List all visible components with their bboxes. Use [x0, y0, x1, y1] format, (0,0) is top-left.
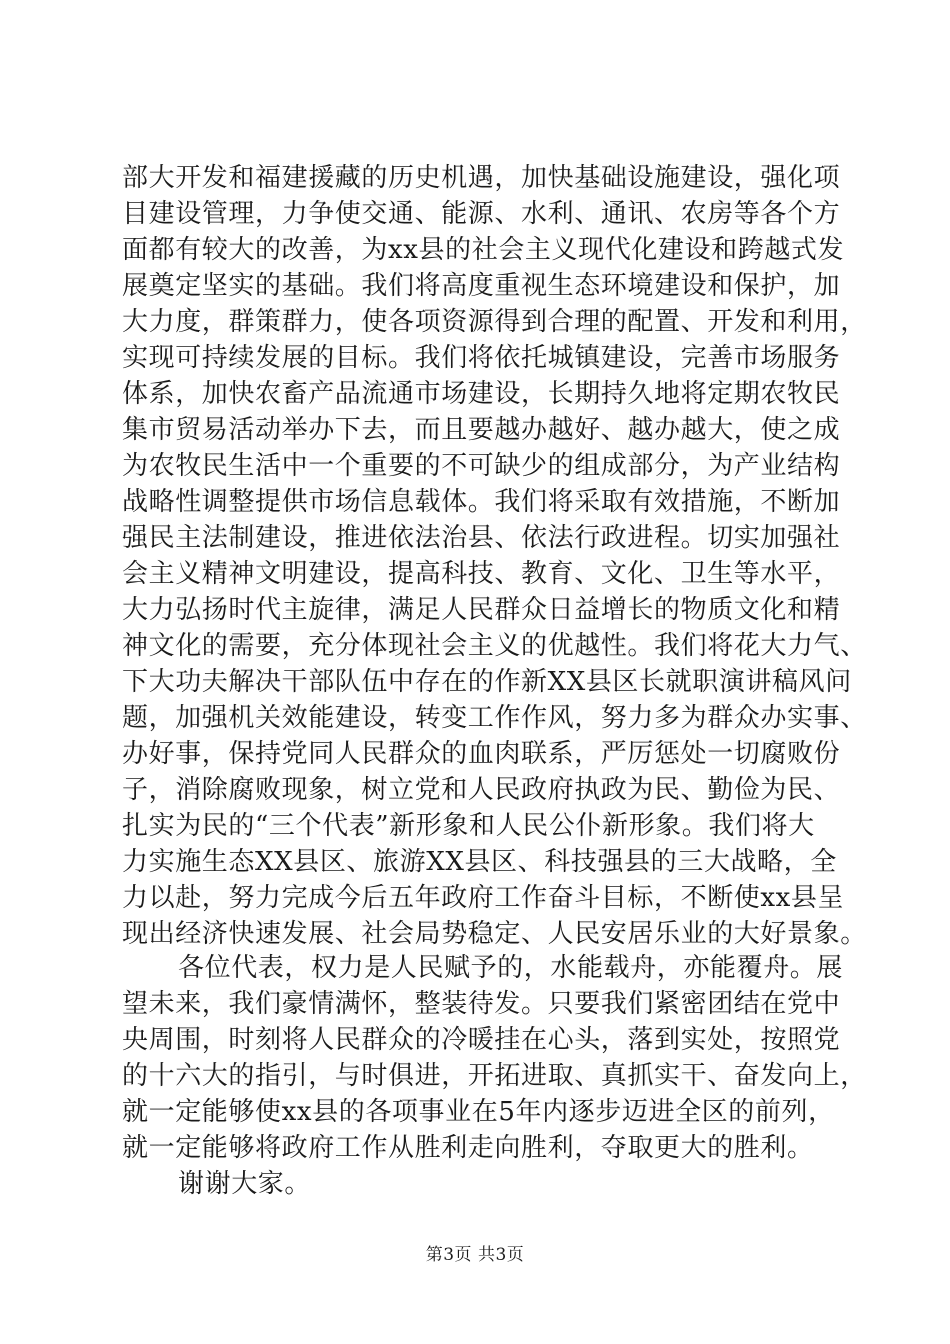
text-line: 现出经济快速发展、社会局势稳定、人民安居乐业的大好景象。	[122, 919, 867, 949]
text-line: 神文化的需要，充分体现社会主义的优越性。我们将花大力气、	[122, 631, 867, 661]
text-line: 办好事，保持党同人民群众的血肉联系，严厉惩处一切腐败份	[122, 739, 841, 769]
text-line: 题，加强机关效能建设，转变工作作风，努力多为群众办实事、	[122, 703, 867, 733]
text-line: 扎实为民的“三个代表”新形象和人民公仆新形象。我们将大	[122, 811, 815, 841]
body-paragraph-1	[122, 160, 867, 952]
text-line: 面都有较大的改善，为xx县的社会主义现代化建设和跨越式发	[122, 235, 845, 265]
text-line: 强民主法制建设，推进依法治县、依法行政进程。切实加强社	[122, 523, 841, 553]
text-line: 战略性调整提供市场信息载体。我们将采取有效措施，不断加	[122, 487, 841, 517]
text-line: 央周围，时刻将人民群众的冷暖挂在心头，落到实处，按照党	[122, 1025, 841, 1055]
text-line: 集市贸易活动举办下去，而且要越办越好、越办越大，使之成	[122, 415, 841, 445]
text-line: 目建设管理，力争使交通、能源、水利、通讯、农房等各个方	[122, 199, 841, 229]
text-line: 会主义精神文明建设，提高科技、教育、文化、卫生等水平，	[122, 559, 841, 589]
closing-line: 谢谢大家。	[178, 1169, 312, 1199]
body-paragraph-2	[122, 950, 867, 1202]
text-line: 望未来，我们豪情满怀，整装待发。只要我们紧密团结在党中	[122, 989, 841, 1019]
text-line: 下大功夫解决干部队伍中存在的作新XX县区长就职演讲稿风问	[122, 667, 852, 697]
text-line: 的十六大的指引，与时俱进，开拓进取、真抓实干、奋发向上，	[122, 1061, 867, 1091]
text-line: 子，消除腐败现象，树立党和人民政府执政为民、勤俭为民、	[122, 775, 841, 805]
text-line: 大力弘扬时代主旋律，满足人民群众日益增长的物质文化和精	[122, 595, 841, 625]
text-line: 各位代表，权力是人民赋予的，水能载舟，亦能覆舟。展	[178, 953, 844, 983]
text-line: 部大开发和福建援藏的历史机遇，加快基础设施建设，强化项	[122, 163, 841, 193]
text-line: 实现可持续发展的目标。我们将依托城镇建设，完善市场服务	[122, 343, 841, 373]
text-line: 展奠定坚实的基础。我们将高度重视生态环境建设和保护，加	[122, 271, 841, 301]
text-line: 体系，加快农畜产品流通市场建设，长期持久地将定期农牧民	[122, 379, 841, 409]
text-line: 大力度，群策群力，使各项资源得到合理的配置、开发和利用，	[122, 307, 867, 337]
text-line: 就一定能够使xx县的各项事业在5年内逐步迈进全区的前列，	[122, 1097, 835, 1127]
text-line: 就一定能够将政府工作从胜利走向胜利，夺取更大的胜利。	[122, 1133, 814, 1163]
text-line: 为农牧民生活中一个重要的不可缺少的组成部分，为产业结构	[122, 451, 841, 481]
text-line: 力以赴，努力完成今后五年政府工作奋斗目标，不断使xx县呈	[122, 883, 845, 913]
page-footer: 第3页 共3页	[425, 1245, 525, 1265]
text-line: 力实施生态XX县区、旅游XX县区、科技强县的三大战略，全	[122, 847, 837, 877]
